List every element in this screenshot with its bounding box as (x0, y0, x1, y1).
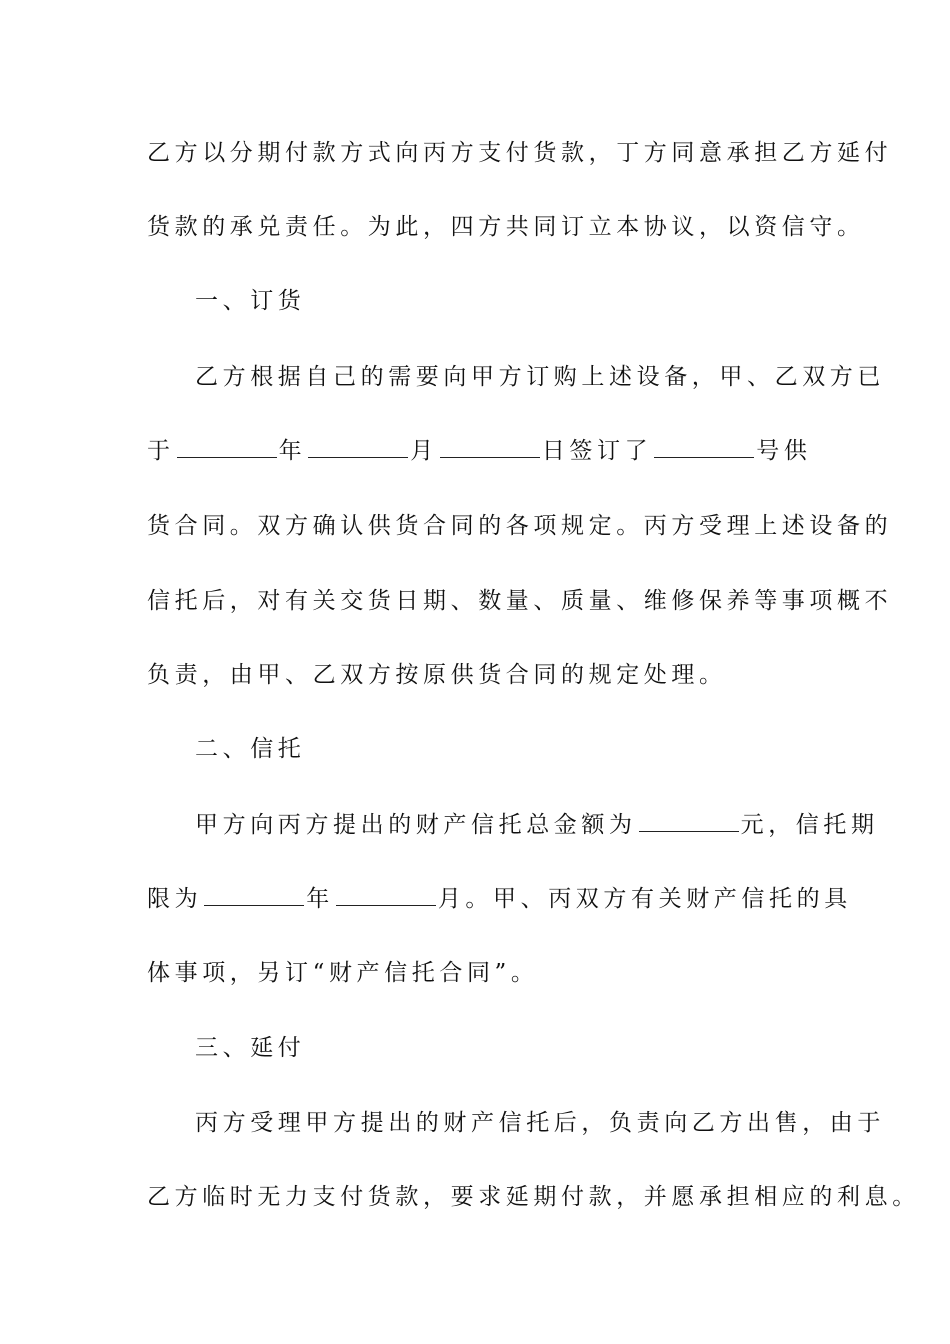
paragraph-line: 体事项，另订“财产信托合同”。 (147, 960, 539, 986)
blank-month (308, 437, 408, 458)
blank-contract-number (654, 437, 754, 458)
section-heading-trust: 二、信托 (195, 736, 306, 762)
text-segment: 于 (147, 438, 175, 464)
supply-date-line (147, 436, 827, 466)
text-segment: 月。甲、丙双方有关财产信托的具 (437, 886, 852, 912)
text-segment: 号供 (756, 438, 812, 464)
paragraph-line: 丙方受理甲方提出的财产信托后，负责向乙方出售，由于 (195, 1110, 885, 1136)
text-segment: 日签订了 (541, 438, 653, 464)
section-heading-ordering: 一、订货 (195, 288, 306, 314)
paragraph-line: 货合同。双方确认供货合同的各项规定。丙方受理上述设备的 (147, 513, 893, 539)
text-segment: 限为 (147, 886, 203, 912)
paragraph-line: 乙方以分期付款方式向丙方支付货款，丁方同意承担乙方延付 (147, 140, 893, 166)
blank-trust-amount (639, 811, 739, 832)
paragraph-line: 乙方临时无力支付货款，要求延期付款，并愿承担相应的利息。 (147, 1184, 920, 1210)
paragraph-line: 乙方根据自己的需要向甲方订购上述设备，甲、乙双方已 (195, 364, 885, 390)
blank-term-months (336, 885, 436, 906)
blank-day (440, 437, 540, 458)
blank-year (177, 437, 277, 458)
trust-amount-line (195, 810, 879, 840)
section-heading-deferred-payment: 三、延付 (195, 1035, 306, 1061)
blank-term-years (204, 885, 304, 906)
trust-term-line (147, 884, 852, 914)
paragraph-line: 货款的承兑责任。为此，四方共同订立本协议，以资信守。 (147, 214, 865, 240)
paragraph-line: 负责，由甲、乙双方按原供货合同的规定处理。 (147, 662, 727, 688)
text-segment: 年 (278, 438, 307, 464)
paragraph-line: 信托后，对有关交货日期、数量、质量、维修保养等事项概不 (147, 588, 893, 614)
text-segment: 甲方向丙方提出的财产信托总金额为 (195, 812, 637, 838)
text-segment: 年 (306, 886, 334, 912)
text-segment: 月 (410, 438, 438, 464)
text-segment: 元，信托期 (740, 812, 879, 838)
